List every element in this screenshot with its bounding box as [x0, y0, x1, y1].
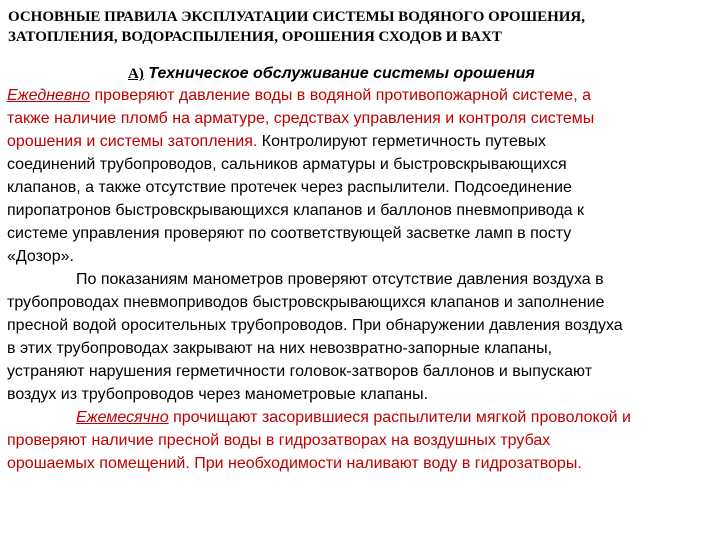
- text-line: По показаниям манометров проверяют отсутствие давления воздуха в: [76, 271, 604, 288]
- text-span: прочищают засорившиеся распылители мягкой проволокой и: [168, 409, 631, 426]
- text-line: соединений трубопроводов, сальников арматуры и быстровскрывающихся: [7, 156, 567, 173]
- text-line: [76, 406, 631, 429]
- text-line: в этих трубопроводах закрывают на них невозвратно-запорные клапаны,: [7, 340, 553, 357]
- section-marker: А): [128, 66, 144, 82]
- text-line: орошаемых помещений. При необходимости наливают воду в гидрозатворы.: [7, 455, 582, 472]
- text-line: [7, 84, 591, 107]
- text-line: проверяют наличие пресной воды в гидрозатворах на воздушных трубах: [7, 432, 551, 449]
- title-line-1: ОСНОВНЫЕ ПРАВИЛА ЭКСПЛУАТАЦИИ СИСТЕМЫ ВОДЯНОГО ОРОШЕНИЯ,: [8, 9, 585, 25]
- text-line: [7, 130, 546, 153]
- monthly-keyword: Ежемесячно: [76, 409, 169, 426]
- section-heading-text: Техническое обслуживание системы орошения: [143, 65, 535, 82]
- document-title: [8, 7, 718, 47]
- text-span: Контролируют герметичность путевых: [257, 133, 546, 150]
- text-line: пиропатронов быстровскрывающихся клапанов и баллонов пневмопривода к: [7, 202, 584, 219]
- text-line: пресной водой оросительных трубопроводов. При обнаружении давления воздуха: [7, 317, 623, 334]
- daily-keyword: Ежедневно: [7, 87, 90, 104]
- title-line-2: ЗАТОПЛЕНИЯ, ВОДОРАСПЫЛЕНИЯ, ОРОШЕНИЯ СХОДОВ И ВАХТ: [8, 29, 502, 45]
- text-span: проверяют давление воды в водяной противопожарной системе, а: [90, 87, 591, 104]
- text-line: системе управления проверяют по соответствующей засветке ламп в посту: [7, 225, 572, 242]
- text-line: «Дозор».: [7, 248, 74, 265]
- text-line: воздух из трубопроводов через манометровые клапаны.: [7, 386, 429, 403]
- section-heading: [128, 65, 535, 83]
- text-line: трубопроводах пневмоприводов быстровскрывающихся клапанов и заполнение: [7, 294, 605, 311]
- text-line: устраняют нарушения герметичности головок-затворов баллонов и выпускают: [7, 363, 593, 380]
- text-line: клапанов, а также отсутствие протечек через распылители. Подсоединение: [7, 179, 572, 196]
- text-span-red: орошения и системы затопления.: [7, 133, 258, 150]
- text-line: также наличие пломб на арматуре, средствах управления и контроля системы: [7, 110, 595, 127]
